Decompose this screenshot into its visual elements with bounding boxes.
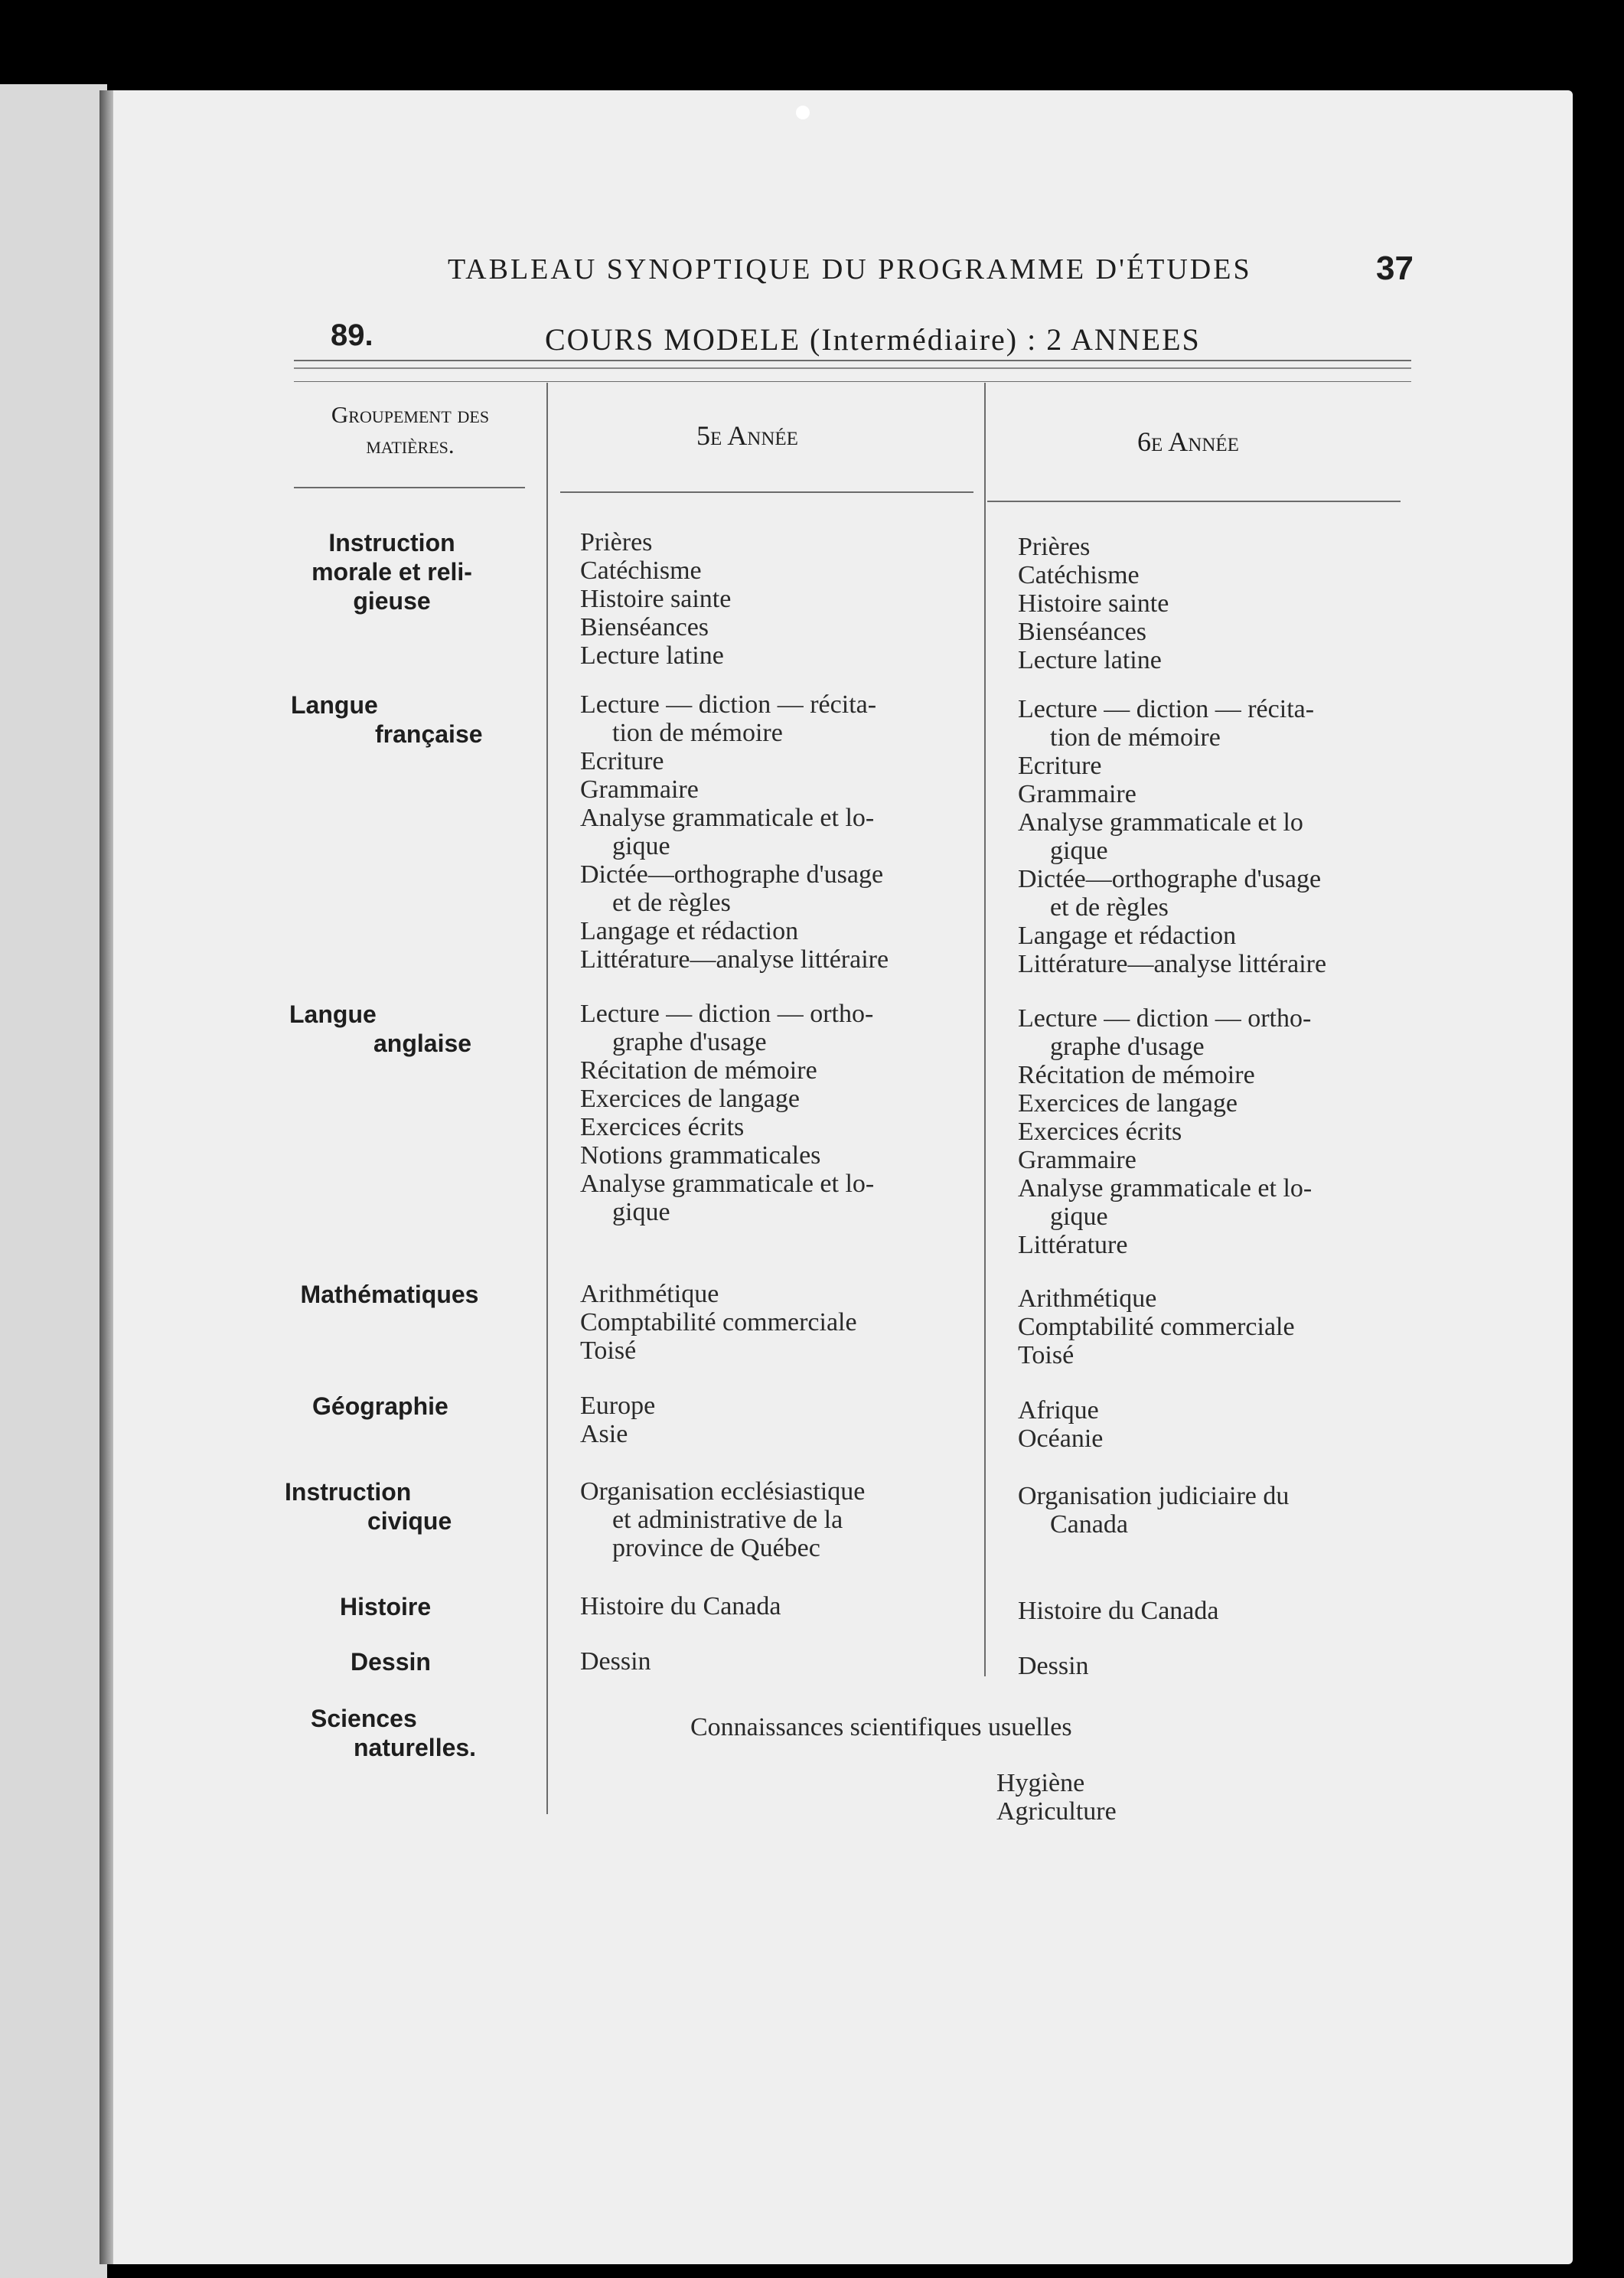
entry-line: tion de mémoire (1050, 723, 1221, 752)
year6-entries (1018, 1482, 1416, 1539)
year6-entries (1018, 695, 1416, 978)
subject-label (291, 690, 483, 749)
year6-entries (1018, 533, 1416, 674)
subject-line: naturelles. (354, 1734, 477, 1761)
binding-hole (796, 106, 810, 119)
page-spine-shadow (99, 90, 113, 2264)
entry-line: Dessin (1018, 1652, 1089, 1680)
entry-line: Analyse grammaticale et lo (1018, 808, 1303, 837)
shared-entries (690, 1713, 1117, 1826)
page-number: 37 (1376, 250, 1414, 287)
column-divider (984, 383, 986, 1676)
entry-line: Connaissances scientifiques usuelles (690, 1713, 1072, 1741)
running-title: TABLEAU SYNOPTIQUE DU PROGRAMME D'ÉTUDES (448, 253, 1252, 286)
entry-line: Histoire sainte (1018, 589, 1169, 618)
entry-line: tion de mémoire (612, 719, 783, 747)
subject-line: Langue (291, 691, 378, 719)
entry-line: Lecture latine (1018, 646, 1162, 674)
entry-line: Toisé (1018, 1341, 1075, 1369)
year5-entries (580, 1000, 978, 1226)
column-header-year6: 6e Année (1137, 426, 1239, 457)
header-rule-double (294, 367, 1411, 369)
subject-line: Instruction (285, 1478, 412, 1506)
entry-line: et de règles (1050, 893, 1169, 922)
entry-line: Exercices de langage (580, 1085, 800, 1113)
entry-line: Lecture latine (580, 641, 724, 670)
entry-line: Ecriture (580, 747, 664, 775)
entry-line: Catéchisme (580, 556, 702, 585)
entry-line: Prières (580, 528, 653, 556)
subject-label (311, 1704, 476, 1762)
subject-label (300, 528, 484, 615)
entry-line: Toisé (580, 1336, 637, 1365)
entry-line: Littérature—analyse littéraire (580, 945, 889, 974)
subject-line: Instruction (328, 529, 455, 556)
subject-line: civique (367, 1507, 452, 1535)
entry-line: Asie (580, 1420, 628, 1448)
entry-line: Hygiène (996, 1769, 1085, 1797)
entry-line: Lecture — diction — récita- (580, 690, 877, 719)
entry-line: Grammaire (1018, 1146, 1136, 1174)
entry-line: Bienséances (1018, 618, 1147, 646)
entry-line: Afrique (1018, 1396, 1099, 1425)
entry-line: Exercices écrits (580, 1113, 745, 1141)
entry-line: Littérature—analyse littéraire (1018, 950, 1327, 978)
entry-line: Dictée—orthographe d'usage (1018, 865, 1322, 893)
entry-line: Ecriture (1018, 752, 1102, 780)
year6-entries (1018, 1652, 1416, 1680)
entry-line: Histoire du Canada (1018, 1597, 1219, 1625)
entry-line: Histoire du Canada (580, 1592, 781, 1620)
entry-line: Lecture — diction — ortho- (580, 1000, 874, 1028)
column-divider (546, 383, 548, 1814)
year6-entries (1018, 1284, 1416, 1369)
entry-line: Dictée—orthographe d'usage (580, 860, 884, 889)
entry-line: gique (1050, 1203, 1108, 1231)
entry-line: et de règles (612, 889, 731, 917)
entry-line: Analyse grammaticale et lo- (1018, 1174, 1313, 1203)
entry-line: province de Québec (612, 1534, 820, 1562)
subject-label (340, 1592, 431, 1621)
entry-line: Histoire sainte (580, 585, 732, 613)
entry-line: Lecture — diction — ortho- (1018, 1004, 1312, 1033)
entry-line: graphe d'usage (612, 1028, 767, 1056)
entry-line: et administrative de la (612, 1506, 843, 1534)
year6-entries (1018, 1396, 1416, 1453)
entry-line: Dessin (580, 1647, 651, 1676)
subject-line: Géographie (312, 1392, 448, 1420)
entry-line: Comptabilité commerciale (580, 1308, 857, 1336)
subject-label (312, 1392, 448, 1421)
entry-line: gique (1050, 837, 1108, 865)
column-header-underline (987, 501, 1401, 502)
header-rule (294, 360, 1411, 361)
subject-label (351, 1647, 431, 1676)
entry-line: Arithmétique (580, 1280, 719, 1308)
entry-line: Récitation de mémoire (580, 1056, 817, 1085)
entry-line: Organisation judiciaire du (1018, 1482, 1290, 1510)
subject-line: gieuse (353, 587, 431, 615)
entry-line: Agriculture (996, 1797, 1117, 1826)
entry-line: Prières (1018, 533, 1091, 561)
entry-line: Comptabilité commerciale (1018, 1313, 1295, 1341)
subject-line: Dessin (351, 1648, 431, 1676)
header-rule-thin (294, 381, 1411, 382)
entry-line: graphe d'usage (1050, 1033, 1205, 1061)
section-title: COURS MODELE (Intermédiaire) : 2 ANNEES (545, 322, 1201, 357)
entry-line: Europe (580, 1392, 656, 1420)
year5-entries (580, 1392, 978, 1448)
entry-line: Organisation ecclésiastique (580, 1477, 866, 1506)
entry-line: Catéchisme (1018, 561, 1140, 589)
subject-line: Langue (289, 1000, 377, 1028)
entry-line: Langage et rédaction (580, 917, 799, 945)
year5-entries (580, 1592, 978, 1620)
year5-entries (580, 1280, 978, 1365)
entry-line: Lecture — diction — récita- (1018, 695, 1315, 723)
section-number: 89. (331, 318, 373, 352)
subject-line: anglaise (373, 1030, 472, 1057)
year5-entries (580, 1477, 978, 1562)
subject-line: Sciences (311, 1705, 417, 1732)
facing-page-edge (0, 84, 107, 2278)
entry-line: Exercices écrits (1018, 1118, 1182, 1146)
column-header-subjects: Groupement des matières. (331, 401, 490, 459)
subject-label (289, 1000, 471, 1058)
year6-entries (1018, 1597, 1416, 1625)
entry-line: Notions grammaticales (580, 1141, 821, 1170)
entry-line: Récitation de mémoire (1018, 1061, 1255, 1089)
subject-line: française (375, 720, 483, 748)
entry-line: Grammaire (1018, 780, 1136, 808)
subject-line: Histoire (340, 1593, 432, 1620)
entry-line: gique (612, 1198, 670, 1226)
entry-line: gique (612, 832, 670, 860)
year6-entries (1018, 1004, 1416, 1259)
subject-line: Mathématiques (300, 1281, 479, 1308)
entry-line: Arithmétique (1018, 1284, 1157, 1313)
subject-label (285, 1477, 452, 1536)
entry-line: Océanie (1018, 1425, 1104, 1453)
entry-line: Langage et rédaction (1018, 922, 1237, 950)
subject-line: morale et reli- (311, 558, 472, 586)
entry-line: Grammaire (580, 775, 699, 804)
column-header-year5: 5e Année (696, 420, 798, 451)
column-header-underline (294, 487, 525, 488)
entry-line: Littérature (1018, 1231, 1128, 1259)
year5-entries (580, 528, 978, 670)
entry-line: Analyse grammaticale et lo- (580, 1170, 875, 1198)
column-header-underline (560, 491, 973, 493)
year5-entries (580, 1647, 978, 1676)
entry-line: Exercices de langage (1018, 1089, 1238, 1118)
entry-line: Analyse grammaticale et lo- (580, 804, 875, 832)
subject-label (286, 1280, 493, 1309)
year5-entries (580, 690, 978, 974)
entry-line: Bienséances (580, 613, 709, 641)
entry-line: Canada (1050, 1510, 1128, 1539)
